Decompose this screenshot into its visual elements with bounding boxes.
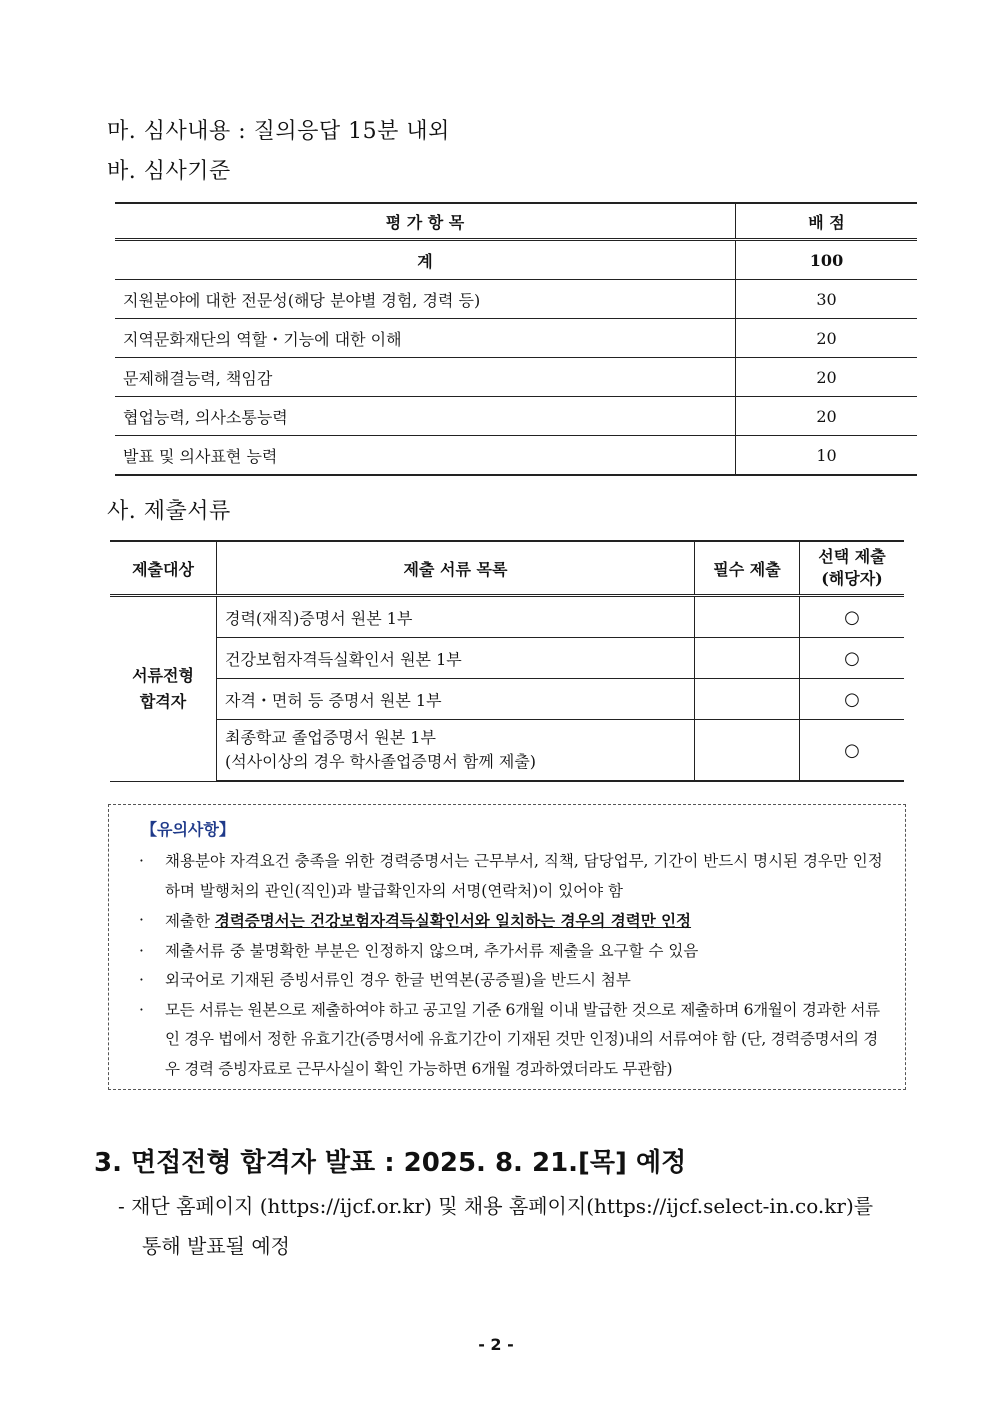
- notice-item: [139, 906, 891, 937]
- notice-item: [139, 996, 891, 1085]
- bullet-icon: ·: [139, 1000, 144, 1019]
- section3-title: 3. 면접전형 합격자 발표 : 2025. 8. 21.[목] 예정: [94, 1148, 687, 1178]
- section-heading-documents: 사. 제출서류: [107, 499, 231, 524]
- bullet-icon: ·: [139, 911, 144, 929]
- docs-target-cell: 서류전형 합격자: [110, 596, 217, 782]
- table-row: [115, 358, 917, 397]
- table-row: [110, 679, 904, 720]
- docs-required: [695, 720, 800, 782]
- table-row: [115, 280, 917, 319]
- docs-optional-mark: ○: [800, 679, 905, 720]
- docs-item: 경력(재직)증명서 원본 1부: [217, 596, 695, 638]
- docs-optional-mark: ○: [800, 638, 905, 679]
- docs-item: 건강보험자격득실확인서 원본 1부: [217, 638, 695, 679]
- criteria-score: 10: [736, 436, 918, 476]
- criteria-item: 발표 및 의사표현 능력: [115, 436, 736, 476]
- docs-header-target: 제출대상: [110, 541, 217, 596]
- bullet-icon: ·: [139, 852, 144, 870]
- docs-required: [695, 679, 800, 720]
- notice-item: [139, 966, 891, 996]
- table-row: [110, 638, 904, 679]
- table-row: [110, 720, 904, 782]
- notice-emphasis: 경력증명서는 건강보험자격득실확인서와 일치하는 경우의 경력만 인정: [214, 911, 692, 930]
- section-heading-review-content: 마. 심사내용 : 질의응답 15분 내외: [107, 119, 450, 144]
- docs-required: [695, 638, 800, 679]
- docs-header-list: 제출 서류 목록: [217, 541, 695, 596]
- docs-item: 자격・면허 등 증명서 원본 1부: [217, 679, 695, 720]
- docs-header-optional: 선택 제출 (해당자): [800, 541, 905, 596]
- criteria-header-score: 배 점: [736, 203, 918, 240]
- criteria-item: 지원분야에 대한 전문성(해당 분야별 경험, 경력 등): [115, 280, 736, 319]
- criteria-score: 20: [736, 358, 918, 397]
- notice-title: 【유의사항】: [141, 820, 235, 839]
- notice-text: 제출서류 중 불명확한 부분은 인정하지 않으며, 추가서류 제출을 요구할 수 있음: [165, 941, 699, 960]
- announcement-line-2: 통해 발표될 예정: [142, 1234, 290, 1258]
- docs-required: [695, 596, 800, 638]
- docs-optional-mark: ○: [800, 596, 905, 638]
- criteria-score: 20: [736, 397, 918, 436]
- section-heading-criteria: 바. 심사기준: [107, 159, 231, 184]
- criteria-table: [115, 202, 917, 476]
- notice-item: [139, 847, 891, 906]
- criteria-total-row: [115, 240, 917, 280]
- announcement-line-1: - 재단 홈페이지 (https://ijcf.or.kr) 및 채용 홈페이지(https://ijcf.select-in.co.kr)를: [118, 1194, 874, 1218]
- notice-item: [139, 937, 891, 967]
- documents-table: [110, 540, 904, 782]
- criteria-total-label: 계: [115, 240, 736, 280]
- bullet-icon: ·: [139, 941, 144, 960]
- table-row: [115, 397, 917, 436]
- criteria-item: 지역문화재단의 역할・기능에 대한 이해: [115, 319, 736, 358]
- criteria-item: 문제해결능력, 책임감: [115, 358, 736, 397]
- criteria-total-score: 100: [736, 240, 918, 280]
- docs-header-required: 필수 제출: [695, 541, 800, 596]
- table-row: [110, 596, 904, 638]
- bullet-icon: ·: [139, 971, 144, 989]
- notice-box: [108, 804, 906, 1090]
- criteria-item: 협업능력, 의사소통능력: [115, 397, 736, 436]
- table-row: [115, 436, 917, 476]
- notice-text-prefix: 제출한: [165, 912, 215, 930]
- criteria-score: 20: [736, 319, 918, 358]
- docs-optional-mark: ○: [800, 720, 905, 782]
- notice-text: 외국어로 기재된 증빙서류인 경우 한글 번역본(공증필)을 반드시 첨부: [165, 971, 631, 989]
- notice-text: 채용분야 자격요건 충족을 위한 경력증명서는 근무부서, 직책, 담당업무, 기간이 반드시 명시된 경우만 인정하며 발행처의 관인(직인)과 발급확인자의 서명(연락처)이 있어야 함: [165, 852, 883, 900]
- criteria-header-item: 평 가 항 목: [115, 203, 736, 240]
- page-number: - 2 -: [478, 1335, 514, 1354]
- notice-text: 모든 서류는 원본으로 제출하여야 하고 공고일 기준 6개월 이내 발급한 것으로 제출하며 6개월이 경과한 서류인 경우 법에서 정한 유효기간(증명서에 유효기간이 기재된 것만 인정)내의 서류여야 함 (단, 경력증명서의 경우 경력 증빙자료로 근무사실이 확인 가능하면 6개월 경과하였더라도 무관함): [165, 1000, 880, 1078]
- criteria-score: 30: [736, 280, 918, 319]
- docs-item: 최종학교 졸업증명서 원본 1부 (석사이상의 경우 학사졸업증명서 함께 제출): [217, 720, 695, 782]
- notice-list: [139, 847, 891, 1084]
- table-row: [115, 319, 917, 358]
